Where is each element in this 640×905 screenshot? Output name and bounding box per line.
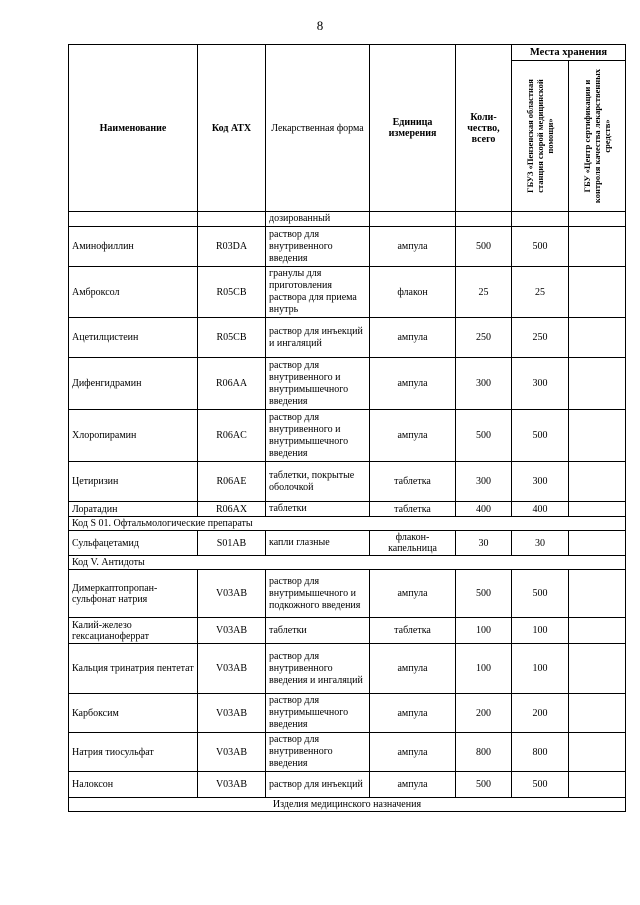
section-title: Код V. Антидоты: [69, 556, 626, 570]
name-cell: Дифенгидрамин: [69, 358, 198, 410]
section-row: [69, 556, 626, 570]
quantity-cell: 500: [456, 570, 512, 618]
form-cell: капли глазные: [266, 531, 370, 556]
name-cell: Кальция тринатрия пентетат: [69, 644, 198, 694]
storage-certification-cell: [569, 644, 626, 694]
header-unit: Единица измерения: [370, 45, 456, 212]
atc-code-cell: V03AB: [198, 733, 266, 772]
storage-certification-cell: [569, 694, 626, 733]
header-storage-ambulance: ГБУЗ «Пензенская областная станция скорой медицинской помощи»: [512, 61, 569, 212]
form-cell: раствор для внутривенного введения и ингаляций: [266, 644, 370, 694]
name-cell: Ацетилцистеин: [69, 318, 198, 358]
quantity-cell: 200: [456, 694, 512, 733]
atc-code-cell: R03DA: [198, 227, 266, 267]
table-row: [69, 618, 626, 644]
table-row: [69, 694, 626, 733]
atc-code-cell: S01AB: [198, 531, 266, 556]
atc-code-cell: V03AB: [198, 772, 266, 798]
storage-certification-cell: [569, 358, 626, 410]
quantity-cell: 400: [456, 502, 512, 517]
form-cell: раствор для внутривенного и внутримышечного введения: [266, 410, 370, 462]
quantity-cell: 300: [456, 358, 512, 410]
unit-cell: ампула: [370, 694, 456, 733]
header-storage-certification: ГБУ «Центр сертификации и контроля качества лекарственных средств»: [569, 61, 626, 212]
quantity-cell: 100: [456, 618, 512, 644]
header-name: Наименование: [69, 45, 198, 212]
unit-cell: таблетка: [370, 462, 456, 502]
storage-certification-cell: [569, 772, 626, 798]
storage-ambulance-cell: 200: [512, 694, 569, 733]
section-title: Изделия медицинского назначения: [69, 798, 626, 812]
storage-ambulance-cell: 300: [512, 462, 569, 502]
unit-cell: ампула: [370, 644, 456, 694]
name-cell: Сульфацетамид: [69, 531, 198, 556]
section-title: Код S 01. Офтальмологические препараты: [69, 517, 626, 531]
atc-code-cell: R05CB: [198, 318, 266, 358]
name-cell: Калий-железо гексацианоферрат: [69, 618, 198, 644]
table-row: [69, 267, 626, 318]
table-row: [69, 227, 626, 267]
atc-code-cell: V03AB: [198, 694, 266, 733]
table-row: [69, 318, 626, 358]
name-cell: Аминофиллин: [69, 227, 198, 267]
form-cell: раствор для инъекций: [266, 772, 370, 798]
atc-code-cell: R06AA: [198, 358, 266, 410]
atc-code-cell: R05CB: [198, 267, 266, 318]
quantity-cell: 500: [456, 410, 512, 462]
storage-certification-cell: [569, 618, 626, 644]
quantity-cell: 250: [456, 318, 512, 358]
quantity-cell: 500: [456, 772, 512, 798]
atc-code-cell: R06AC: [198, 410, 266, 462]
storage-certification-cell: [569, 227, 626, 267]
atc-code-cell: V03AB: [198, 570, 266, 618]
form-cell: таблетки: [266, 618, 370, 644]
storage-ambulance-cell: 400: [512, 502, 569, 517]
name-cell: Димеркаптопропан-сульфонат натрия: [69, 570, 198, 618]
unit-cell: ампула: [370, 227, 456, 267]
storage-ambulance-cell: 500: [512, 410, 569, 462]
quantity-cell: 500: [456, 227, 512, 267]
form-cell: дозированный: [266, 212, 370, 227]
quantity-cell: 30: [456, 531, 512, 556]
storage-certification-cell: [569, 462, 626, 502]
storage-ambulance-cell: 800: [512, 733, 569, 772]
quantity-cell: 300: [456, 462, 512, 502]
atc-code-cell: R06AX: [198, 502, 266, 517]
storage-ambulance-cell: 500: [512, 570, 569, 618]
unit-cell: таблетка: [370, 502, 456, 517]
form-cell: раствор для инъекций и ингаляций: [266, 318, 370, 358]
form-cell: гранулы для приготовления раствора для приема внутрь: [266, 267, 370, 318]
form-cell: таблетки: [266, 502, 370, 517]
unit-cell: флакон-капельница: [370, 531, 456, 556]
storage-certification-cell: [569, 570, 626, 618]
storage-certification-cell: [569, 502, 626, 517]
table-row: [69, 410, 626, 462]
quantity-cell: 25: [456, 267, 512, 318]
storage-certification-cell: [569, 318, 626, 358]
name-cell: Амброксол: [69, 267, 198, 318]
name-cell: Карбоксим: [69, 694, 198, 733]
storage-ambulance-cell: 25: [512, 267, 569, 318]
header-qty: Коли-чество, всего: [456, 45, 512, 212]
storage-ambulance-cell: 100: [512, 618, 569, 644]
storage-ambulance-cell: 100: [512, 644, 569, 694]
name-cell: Лоратадин: [69, 502, 198, 517]
table-row: [69, 462, 626, 502]
header-atc: Код АТХ: [198, 45, 266, 212]
table-row: [69, 570, 626, 618]
quantity-cell: 800: [456, 733, 512, 772]
storage-ambulance-cell: 300: [512, 358, 569, 410]
form-cell: раствор для внутривенного и внутримышечного введения: [266, 358, 370, 410]
unit-cell: ампула: [370, 733, 456, 772]
name-cell: Цетиризин: [69, 462, 198, 502]
atc-code-cell: V03AB: [198, 644, 266, 694]
form-cell: раствор для внутривенного введения: [266, 227, 370, 267]
storage-certification-cell: [569, 531, 626, 556]
form-cell: раствор для внутривенного введения: [266, 733, 370, 772]
storage-certification-cell: [569, 733, 626, 772]
section-row: [69, 517, 626, 531]
form-cell: раствор для внутримышечного введения: [266, 694, 370, 733]
table-row: [69, 733, 626, 772]
unit-cell: ампула: [370, 358, 456, 410]
unit-cell: ампула: [370, 772, 456, 798]
form-cell: раствор для внутримышечного и подкожного введения: [266, 570, 370, 618]
storage-ambulance-cell: 500: [512, 227, 569, 267]
form-cell: таблетки, покрытые оболочкой: [266, 462, 370, 502]
atc-code-cell: V03AB: [198, 618, 266, 644]
table-row: [69, 358, 626, 410]
name-cell: Хлоропирамин: [69, 410, 198, 462]
storage-certification-cell: [569, 267, 626, 318]
storage-certification-cell: [569, 410, 626, 462]
atc-code-cell: R06AE: [198, 462, 266, 502]
unit-cell: ампула: [370, 410, 456, 462]
unit-cell: ампула: [370, 318, 456, 358]
storage-ambulance-cell: 500: [512, 772, 569, 798]
storage-ambulance-cell: 30: [512, 531, 569, 556]
header-form: Лекарственная форма: [266, 45, 370, 212]
medicines-table: [68, 44, 626, 812]
table-row: [69, 212, 626, 227]
storage-ambulance-cell: 250: [512, 318, 569, 358]
table-row: [69, 772, 626, 798]
name-cell: Натрия тиосульфат: [69, 733, 198, 772]
page-number: 8: [316, 18, 324, 33]
table-row: [69, 502, 626, 517]
header-storage: Места хранения: [512, 45, 626, 61]
table-row: [69, 644, 626, 694]
unit-cell: таблетка: [370, 618, 456, 644]
name-cell: Налоксон: [69, 772, 198, 798]
table-row: [69, 531, 626, 556]
quantity-cell: 100: [456, 644, 512, 694]
unit-cell: ампула: [370, 570, 456, 618]
unit-cell: флакон: [370, 267, 456, 318]
section-row: [69, 798, 626, 812]
